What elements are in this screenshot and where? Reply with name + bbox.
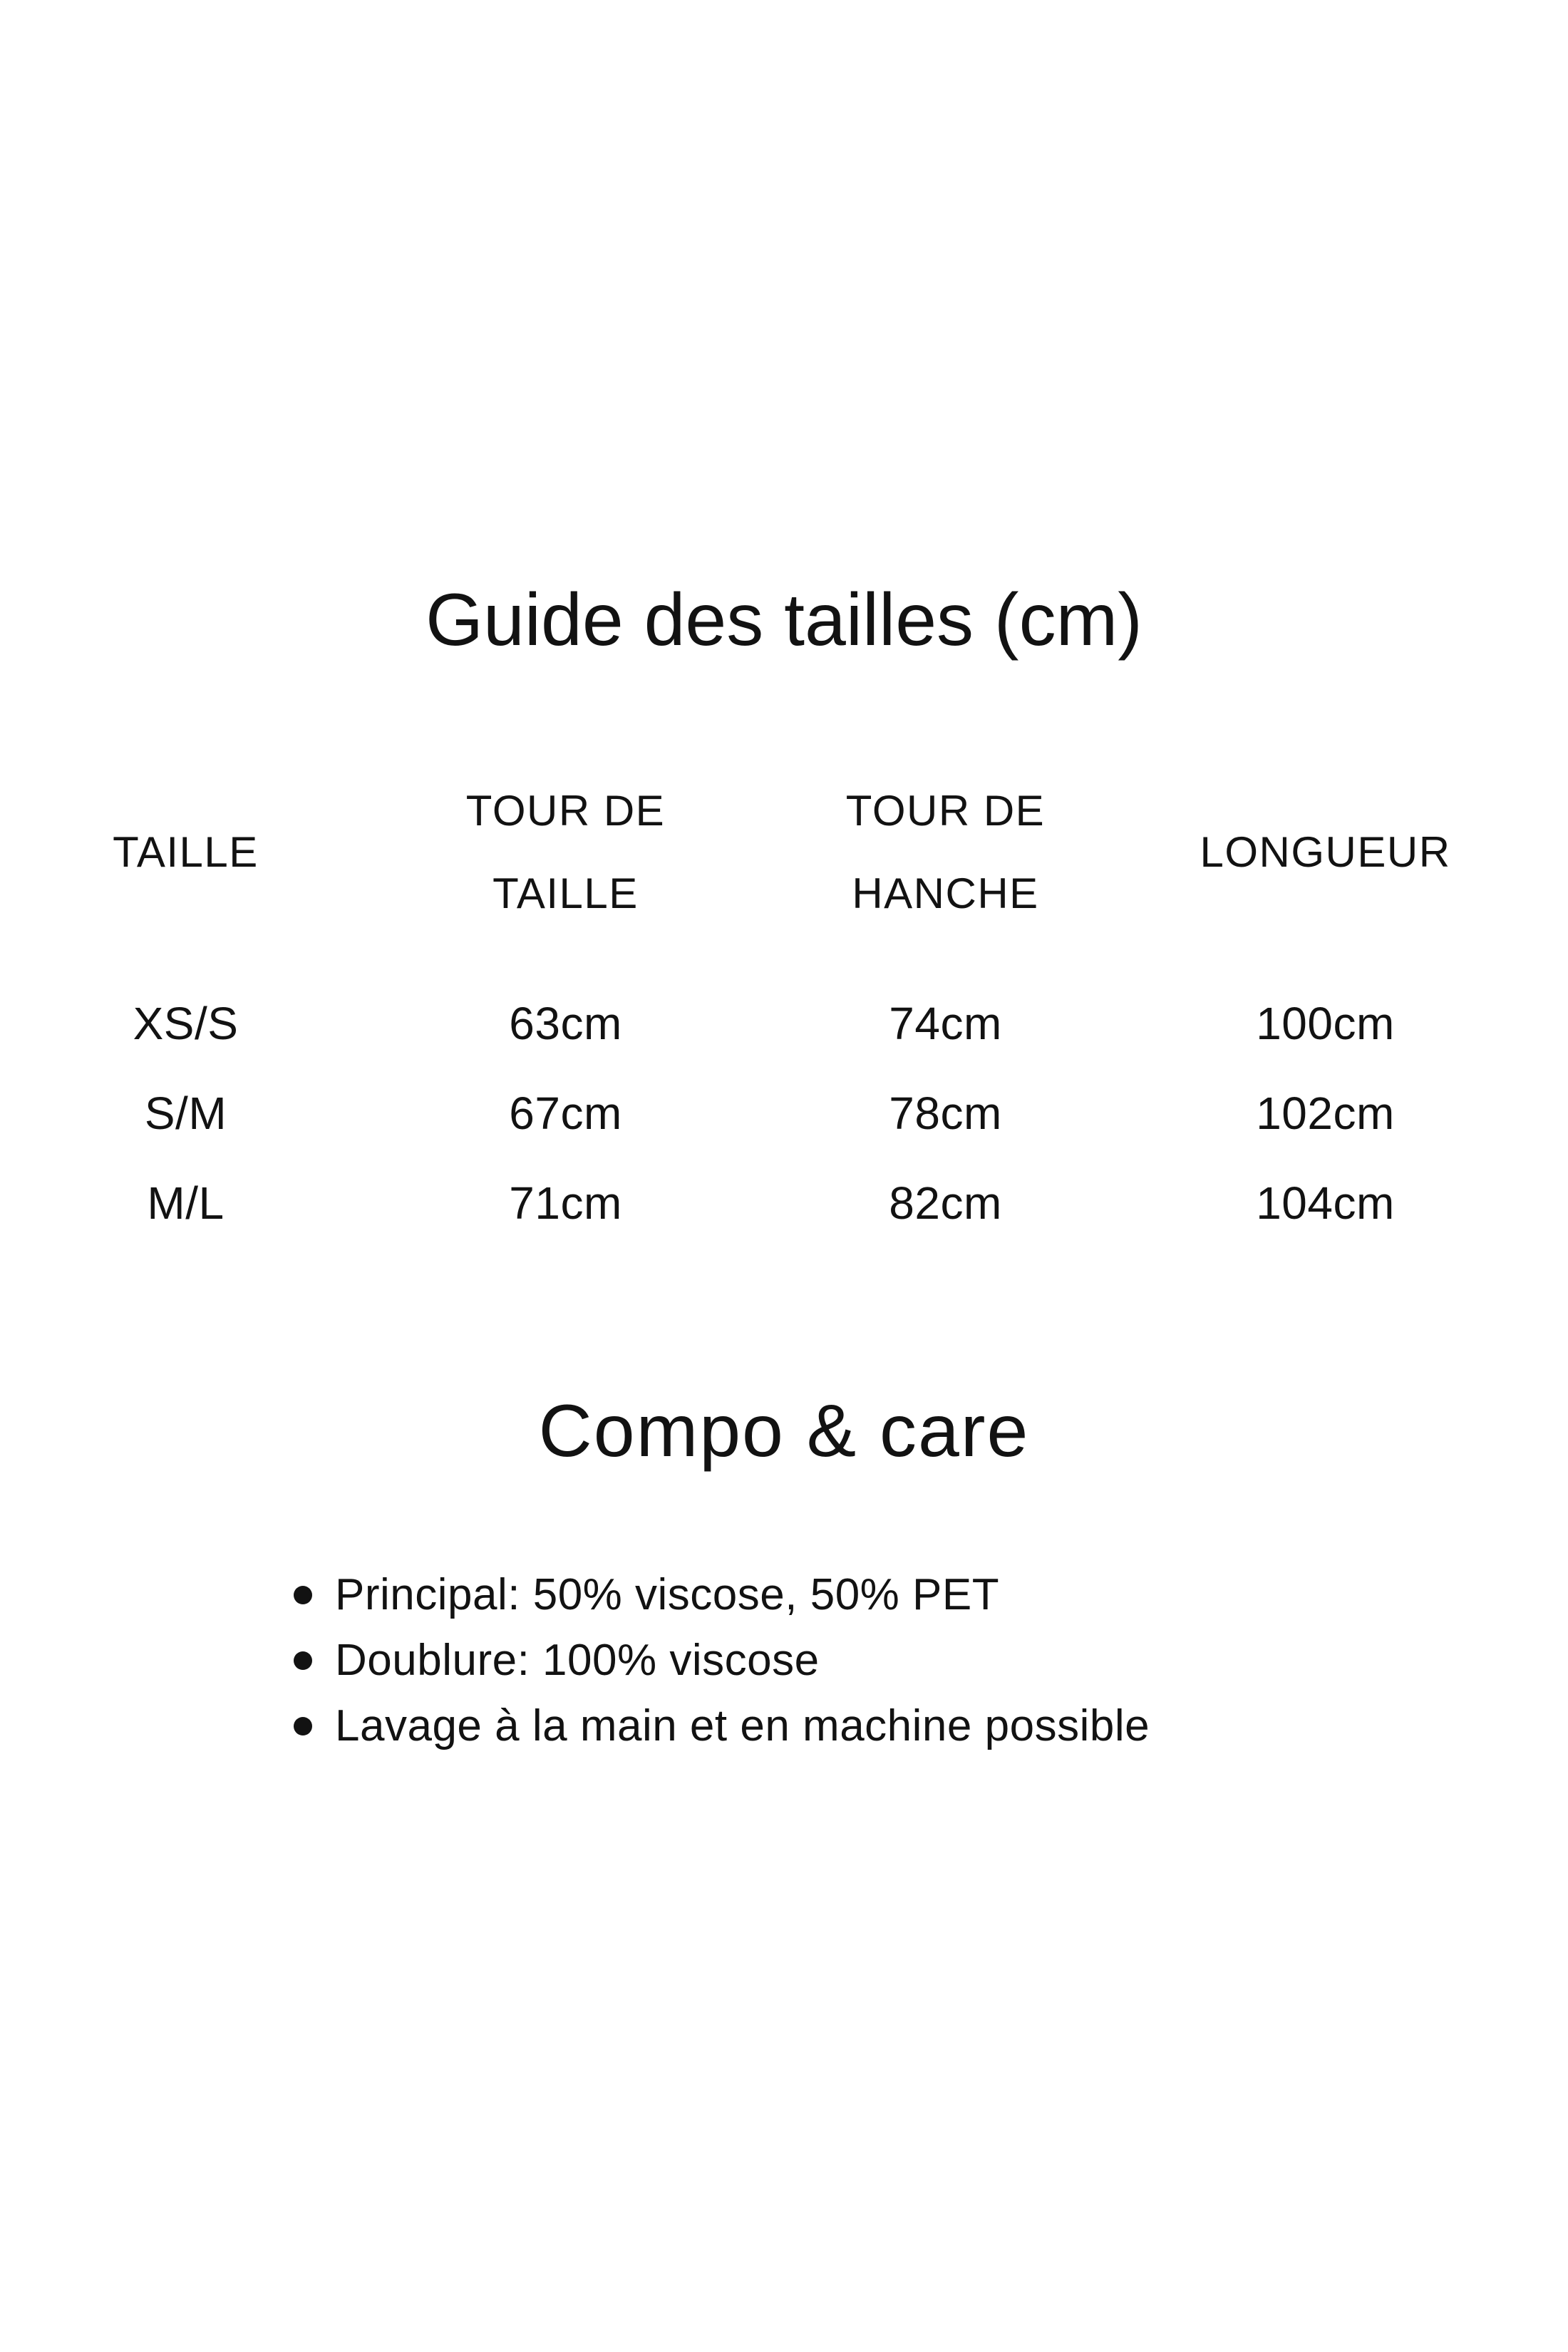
bullet-icon bbox=[294, 1586, 312, 1604]
bullet-icon bbox=[294, 1717, 312, 1735]
header-cell-tour-de-taille bbox=[376, 770, 755, 935]
row-ml-longueur: 104cm bbox=[1256, 1177, 1395, 1229]
header-label: LONGUEUR bbox=[1200, 828, 1451, 876]
row-ml-tour-de-hanche: 82cm bbox=[889, 1177, 1002, 1229]
row-xss-tour-de-taille: 63cm bbox=[509, 998, 622, 1049]
row-sm-tour-de-hanche: 78cm bbox=[889, 1088, 1002, 1139]
row-sm-longueur: 102cm bbox=[1256, 1088, 1395, 1139]
list-item bbox=[294, 1562, 1150, 1628]
row-sm-size-label: S/M bbox=[144, 1088, 227, 1139]
care-list bbox=[294, 1562, 1150, 1759]
header-label: TAILLE bbox=[113, 828, 259, 876]
row-xss-size-label: XS/S bbox=[133, 998, 239, 1049]
size-table-body bbox=[0, 979, 1515, 1248]
size-table-header bbox=[0, 770, 1515, 935]
row-xss-tour-de-hanche: 74cm bbox=[889, 998, 1002, 1049]
row-ml-size-label: M/L bbox=[147, 1177, 225, 1229]
list-item bbox=[294, 1628, 1150, 1693]
row-xss-longueur: 100cm bbox=[1256, 998, 1395, 1049]
page-title: Guide des tailles (cm) bbox=[425, 579, 1143, 661]
list-item-label: Principal: 50% viscose, 50% PET bbox=[335, 1570, 1000, 1619]
row-sm-tour-de-taille: 67cm bbox=[509, 1088, 622, 1139]
header-label-line2: TAILLE bbox=[492, 870, 639, 917]
list-item bbox=[294, 1693, 1150, 1759]
bullet-icon bbox=[294, 1651, 312, 1670]
row-ml-tour-de-taille: 71cm bbox=[509, 1177, 622, 1229]
compo-care-title: Compo & care bbox=[538, 1390, 1030, 1472]
header-cell-taille bbox=[0, 811, 376, 894]
list-item-label: Doublure: 100% viscose bbox=[335, 1636, 820, 1685]
header-label-line2: HANCHE bbox=[852, 870, 1039, 917]
list-item-label: Lavage à la main et en machine possible bbox=[335, 1701, 1150, 1750]
header-label-line1: TOUR DE bbox=[465, 787, 666, 835]
header-cell-tour-de-hanche bbox=[755, 770, 1135, 935]
header-cell-longueur bbox=[1135, 811, 1515, 894]
header-label-line1: TOUR DE bbox=[845, 787, 1046, 835]
